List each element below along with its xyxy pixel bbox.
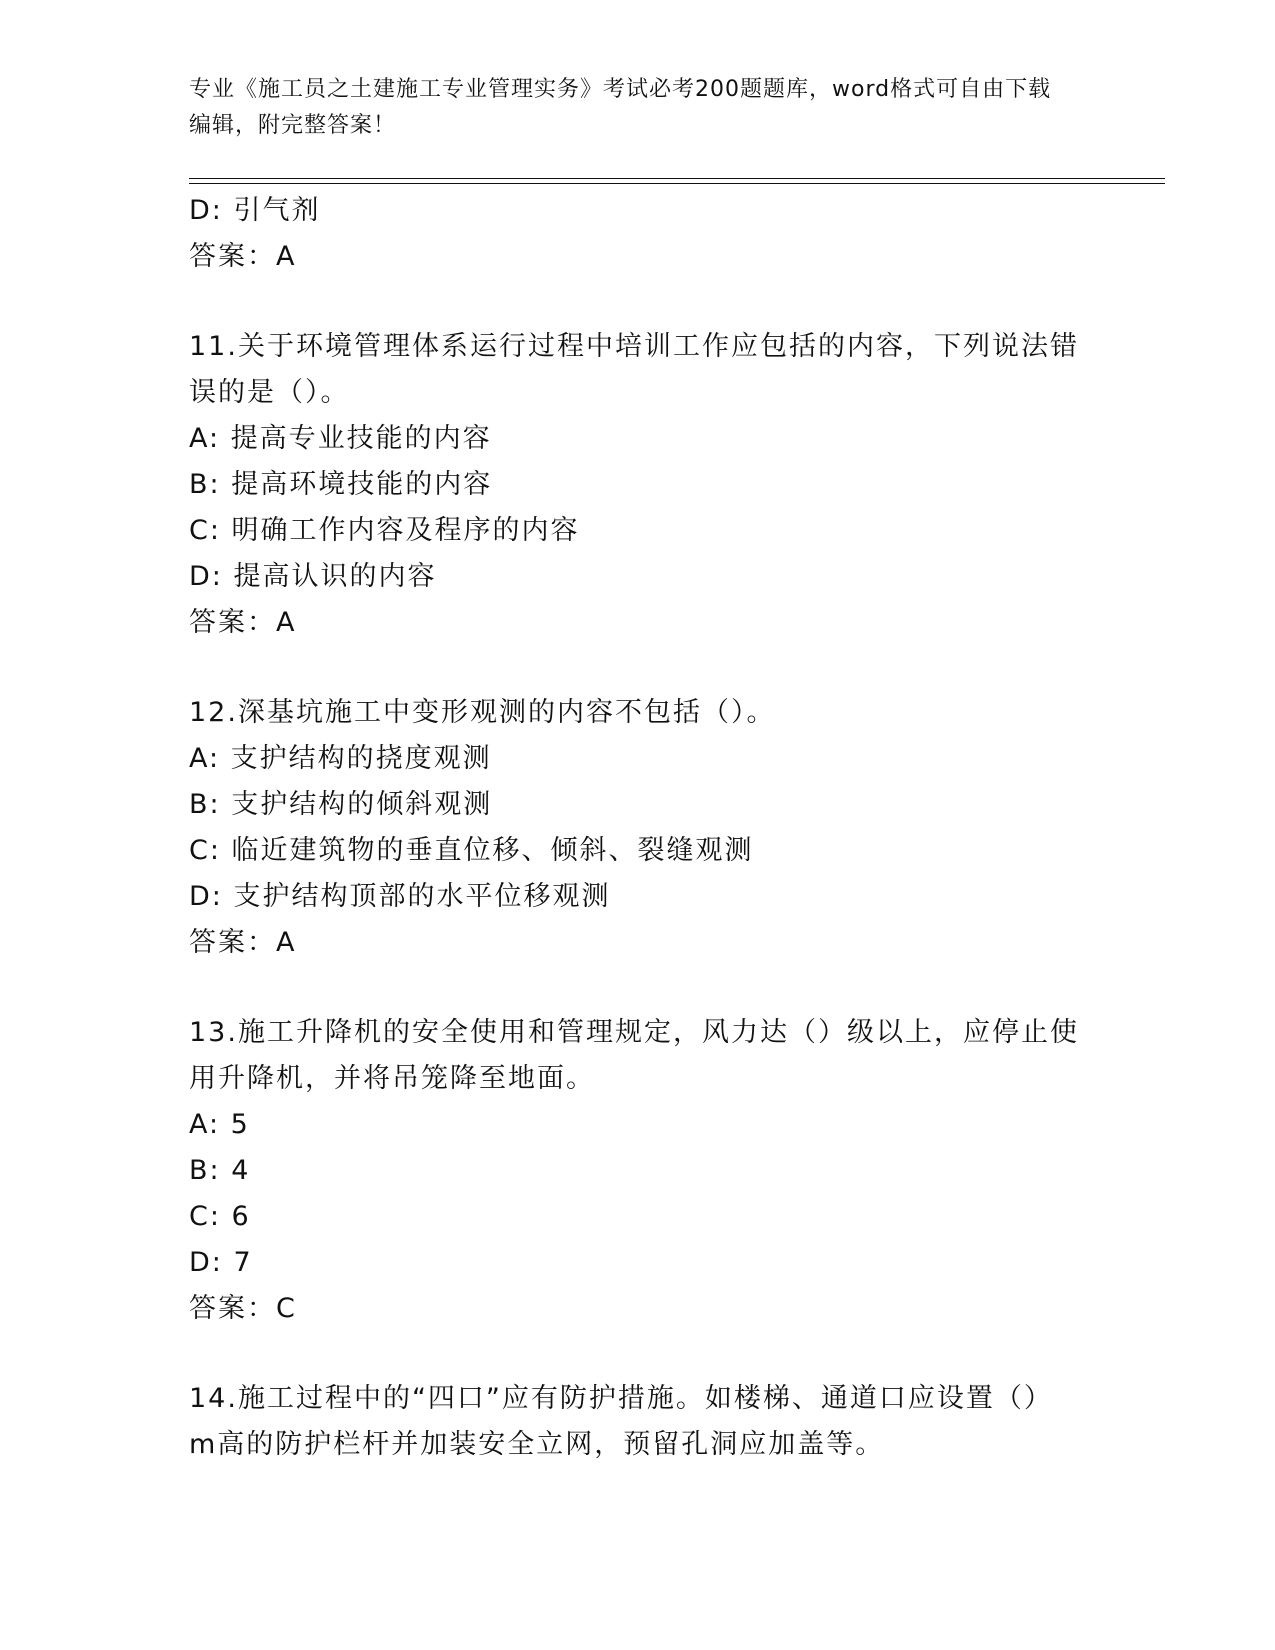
option-a: A: 提高专业技能的内容 [189,423,492,454]
answer: 答案：C [189,1293,297,1324]
question-stem-continued: m高的防护栏杆并加装安全立网，预留孔洞应加盖等。 [189,1429,885,1460]
question-13 [189,1010,1089,1332]
option-c: C: 6 [189,1201,251,1232]
option-d: D: 7 [189,1247,253,1278]
page-header: 专业《施工员之土建施工专业管理实务》考试必考200题题库，word格式可自由下载编辑，附完整答案！ [189,77,1052,138]
question-stem: 12.深基坑施工中变形观测的内容不包括（）。 [189,697,776,728]
answer: 答案：A [189,241,297,272]
question-stem: 11.关于环境管理体系运行过程中培训工作应包括的内容，下列说法错 [189,331,1079,362]
option-a: A: 5 [189,1109,250,1140]
question-stem-continued: 用升降机，并将吊笼降至地面。 [189,1063,595,1094]
option-c: C: 临近建筑物的垂直位移、倾斜、裂缝观测 [189,835,754,866]
header-rule-top [189,178,1165,179]
option-d: D: 支护结构顶部的水平位移观测 [189,881,611,912]
question-stem: 13.施工升降机的安全使用和管理规定，风力达（）级以上，应停止使 [189,1017,1079,1048]
question-11 [189,324,1089,646]
answer: 答案：A [189,927,297,958]
option-a: A: 支护结构的挠度观测 [189,743,492,774]
option-d: D: 引气剂 [189,195,321,226]
answer: 答案：A [189,607,297,638]
question-stem-continued: 误的是（）。 [189,377,350,408]
option-b: B: 提高环境技能的内容 [189,469,493,500]
question-14 [189,1376,1089,1468]
document-body [189,188,1089,1468]
option-d: D: 提高认识的内容 [189,561,437,592]
header-rule-bottom [189,183,1165,184]
option-b: B: 支护结构的倾斜观测 [189,789,493,820]
option-b: B: 4 [189,1155,251,1186]
question-stem: 14.施工过程中的“四口”应有防护措施。如楼梯、通道口应设置（） [189,1383,1053,1414]
question-12 [189,690,1089,966]
option-c: C: 明确工作内容及程序的内容 [189,515,580,546]
